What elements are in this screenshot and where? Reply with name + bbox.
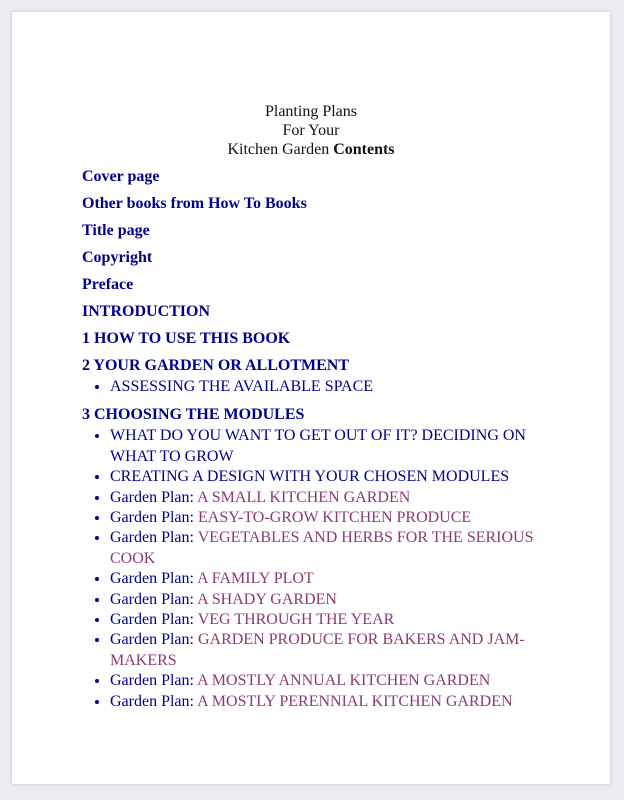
list-item — [110, 528, 552, 569]
plan-prefix: Garden Plan: — [110, 590, 194, 608]
toc-link-chapter-3[interactable]: 3 CHOOSING THE MODULES — [82, 406, 305, 424]
toc-link-plan-mostly-annual[interactable]: A MOSTLY ANNUAL KITCHEN GARDEN — [197, 672, 491, 690]
toc-link-preface[interactable]: Preface — [82, 276, 134, 293]
list-item — [110, 569, 552, 589]
plan-prefix: Garden Plan: — [110, 611, 194, 629]
title-line-3 — [12, 140, 610, 159]
title-line-1: Planting Plans — [264, 103, 357, 120]
plan-prefix: Garden Plan: — [110, 631, 194, 649]
list-item — [110, 610, 552, 630]
list-item — [110, 426, 552, 467]
list-item — [110, 630, 552, 671]
chapter-2-sublist — [82, 377, 552, 397]
book-page — [12, 12, 610, 784]
toc-link-cover-page[interactable]: Cover page — [82, 168, 160, 185]
plan-prefix: Garden Plan: — [110, 509, 194, 527]
plan-prefix: Garden Plan: — [110, 692, 194, 710]
toc-link-copyright[interactable]: Copyright — [82, 249, 153, 266]
plan-prefix: Garden Plan: — [110, 570, 194, 588]
chapter-3-sublist — [82, 426, 552, 712]
list-item — [110, 377, 552, 397]
toc-link-plan-veg-through-year[interactable]: VEG THROUGH THE YEAR — [197, 611, 395, 629]
book-title — [12, 102, 610, 159]
list-item — [110, 508, 552, 528]
list-item — [110, 671, 552, 691]
plan-prefix: Garden Plan: — [110, 529, 194, 547]
toc-link-plan-bakers-jam-makers[interactable]: GARDEN PRODUCE FOR BAKERS AND JAM-MAKERS — [110, 631, 525, 669]
plan-prefix: Garden Plan: — [110, 672, 194, 690]
toc-link-assessing-space[interactable]: ASSESSING THE AVAILABLE SPACE — [110, 378, 374, 395]
toc-link-title-page[interactable]: Title page — [82, 222, 150, 239]
table-of-contents — [82, 167, 552, 712]
toc-link-chapter-2[interactable]: 2 YOUR GARDEN OR ALLOTMENT — [82, 357, 349, 374]
toc-link-plan-mostly-perennial[interactable]: A MOSTLY PERENNIAL KITCHEN GARDEN — [197, 692, 513, 710]
toc-link-plan-family-plot[interactable]: A FAMILY PLOT — [197, 570, 314, 588]
toc-link-other-books[interactable]: Other books from How To Books — [82, 195, 307, 212]
toc-link-plan-easy-to-grow[interactable]: EASY-TO-GROW KITCHEN PRODUCE — [197, 509, 472, 527]
toc-link-plan-small-kitchen[interactable]: A SMALL KITCHEN GARDEN — [197, 488, 411, 506]
title-line-3-text: Kitchen Garden — [227, 141, 330, 158]
toc-link-chapter-1[interactable]: 1 HOW TO USE THIS BOOK — [82, 330, 291, 347]
list-item — [110, 692, 552, 712]
list-item — [110, 590, 552, 610]
list-item — [110, 488, 552, 508]
toc-link-introduction[interactable]: INTRODUCTION — [82, 303, 211, 320]
toc-link-deciding-what-to-grow[interactable]: WHAT DO YOU WANT TO GET OUT OF IT? DECIDING ON WHAT TO GROW — [110, 427, 526, 465]
toc-link-plan-shady-garden[interactable]: A SHADY GARDEN — [197, 590, 337, 608]
list-item — [110, 467, 552, 487]
toc-link-plan-serious-cook[interactable]: VEGETABLES AND HERBS FOR THE SERIOUS COOK — [110, 529, 534, 567]
title-line-2: For Your — [282, 122, 340, 139]
contents-heading: Contents — [333, 141, 395, 158]
plan-prefix: Garden Plan: — [110, 488, 194, 506]
toc-link-creating-design[interactable]: CREATING A DESIGN WITH YOUR CHOSEN MODULES — [110, 468, 510, 486]
